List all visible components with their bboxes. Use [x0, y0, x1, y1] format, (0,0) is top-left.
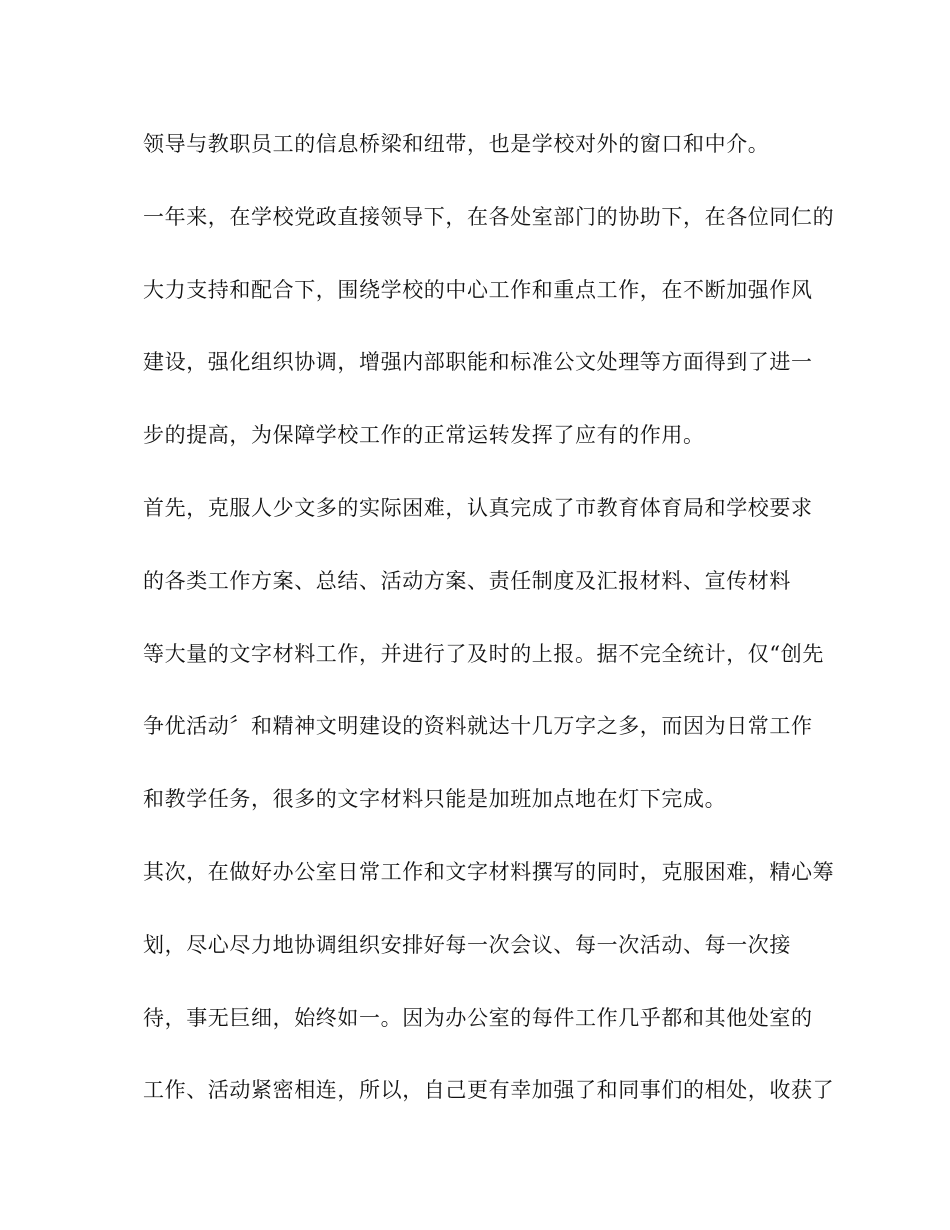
- text-line: 步的提高，为保障学校工作的正常运转发挥了应有的作用。: [143, 423, 705, 448]
- text-line: 的各类工作方案、总结、活动方案、责任制度及汇报材料、宣传材料: [143, 568, 791, 593]
- text-line: 工作、活动紧密相连，所以，自己更有幸加强了和同事们的相处，收获了: [143, 1078, 835, 1103]
- text-line: 首先，克服人少文多的实际困难，认真完成了市教育体育局和学校要求: [143, 495, 813, 520]
- text-line: 和教学任务，很多的文字材料只能是加班加点地在灯下完成。: [143, 787, 727, 812]
- text-line: 其次，在做好办公室日常工作和文字材料撰写的同时，克服困难，精心筹: [143, 859, 835, 884]
- text-line: 一年来，在学校党政直接领导下，在各处室部门的协助下，在各位同仁的: [143, 204, 835, 229]
- text-line: 等大量的文字材料工作，并进行了及时的上报。据不完全统计，仅“创先: [143, 641, 824, 666]
- text-line: 争优活动〞和精神文明建设的资料就达十几万字之多，而因为日常工作: [143, 714, 813, 739]
- text-line: 大力支持和配合下，围绕学校的中心工作和重点工作，在不断加强作风: [143, 277, 813, 302]
- text-line: 建设，强化组织协调，增强内部职能和标准公文处理等方面得到了进一: [143, 350, 813, 375]
- body-text: [143, 122, 835, 1141]
- text-line: 领导与教职员工的信息桥梁和纽带，也是学校对外的窗口和中介。: [143, 132, 770, 156]
- text-line: 划，尽心尽力地协调组织安排好每一次会议、每一次活动、每一次接: [143, 932, 791, 957]
- text-line: 待，事无巨细，始终如一。因为办公室的每件工作几乎都和其他处室的: [143, 1005, 813, 1030]
